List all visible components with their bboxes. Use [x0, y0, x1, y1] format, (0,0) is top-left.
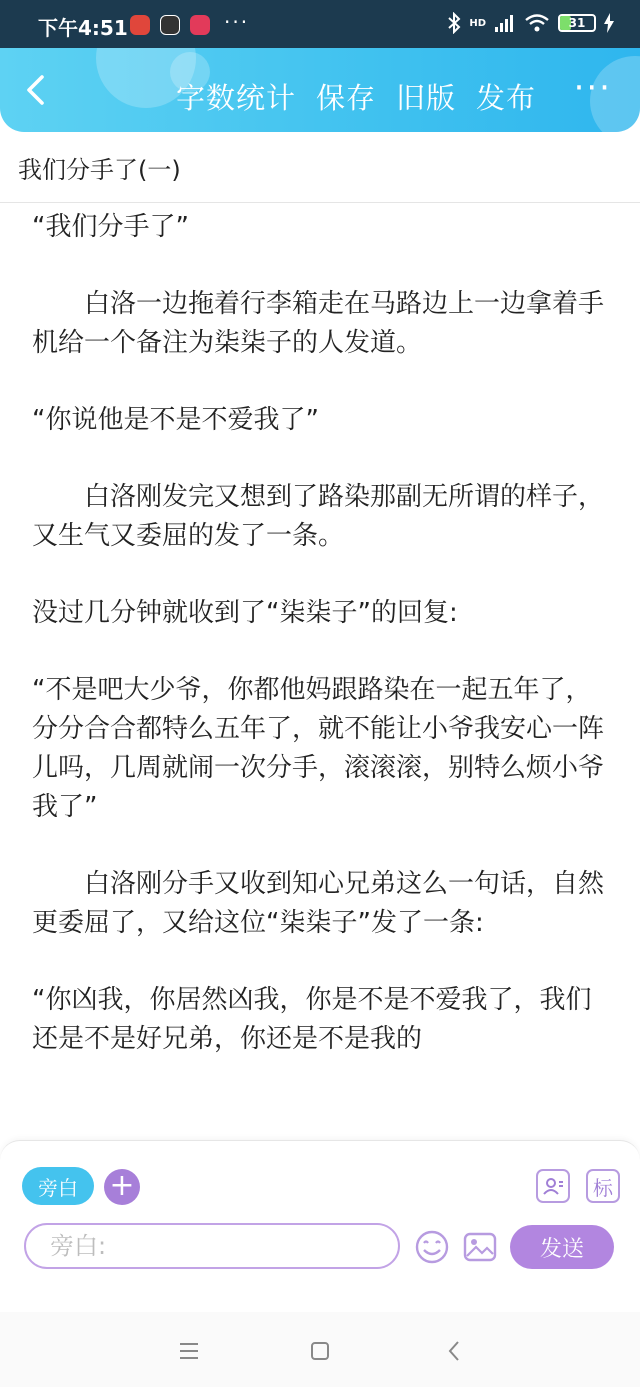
charging-icon [604, 13, 614, 33]
paragraph: “你凶我，你居然凶我，你是不是不爱我了，我们还是不是好兄弟，你还是不是我的 [32, 985, 592, 1054]
composer-panel [0, 1140, 640, 1313]
heart-app-icon [190, 15, 210, 35]
paragraph: “你说他是不是不爱我了” [32, 405, 319, 435]
paragraph: 白洛刚发完又想到了路染那副无所谓的样子，又生气又委屈的发了一条。 [32, 482, 605, 551]
tag-button[interactable] [586, 1169, 620, 1203]
more-notifications-icon: ··· [224, 10, 250, 34]
battery-level: 31 [568, 16, 586, 30]
status-time: 下午4:51 [38, 16, 128, 40]
netease-music-icon [130, 15, 150, 35]
battery-icon [558, 14, 596, 32]
send-button[interactable]: 发送 [510, 1225, 614, 1269]
back-nav-icon[interactable] [440, 1336, 470, 1366]
tag-label: 标 [593, 1175, 613, 1200]
status-bar [0, 0, 640, 48]
title-divider [0, 202, 640, 203]
bluetooth-icon [447, 12, 461, 34]
chapter-title[interactable]: 我们分手了(一) [18, 156, 181, 184]
network-type-label: HD [469, 17, 486, 29]
message-input[interactable] [24, 1223, 400, 1269]
system-nav-bar [0, 1312, 640, 1387]
save-button[interactable]: 保存 [315, 81, 376, 115]
paragraph: 没过几分钟就收到了“柒柒子”的回复: [32, 598, 458, 628]
home-icon[interactable] [305, 1336, 335, 1366]
publish-button[interactable]: 发布 [475, 81, 536, 115]
signal-icon [494, 13, 516, 33]
character-card-button[interactable] [536, 1169, 570, 1203]
menu-icon[interactable] [174, 1336, 204, 1366]
role-chip-narrator[interactable]: 旁白 [22, 1167, 94, 1205]
emoji-icon[interactable] [414, 1229, 450, 1265]
add-role-button[interactable]: + [104, 1169, 140, 1205]
status-indicators [447, 12, 614, 34]
back-button[interactable] [18, 70, 52, 110]
word-count-button[interactable]: 字数统计 [175, 81, 296, 115]
editor-header [0, 48, 640, 132]
paragraph: 白洛一边拖着行李箱走在马路边上一边拿着手机给一个备注为柒柒子的人发道。 [32, 289, 605, 358]
old-version-button[interactable]: 旧版 [395, 81, 456, 115]
story-content[interactable] [32, 208, 612, 1138]
image-icon[interactable] [462, 1229, 498, 1265]
header-actions [176, 76, 536, 117]
paragraph: “我们分手了” [32, 212, 189, 242]
chevron-left-icon [25, 74, 45, 106]
app-notification-icon [160, 15, 180, 35]
person-card-icon [541, 1174, 565, 1198]
wifi-icon [524, 13, 550, 33]
paragraph: 白洛刚分手又收到知心兄弟这么一句话，自然更委屈了，又给这位“柒柒子”发了一条: [32, 869, 605, 938]
paragraph: “不是吧大少爷，你都他妈跟路染在一起五年了，分分合合都特么五年了，就不能让小爷我安心一阵儿吗，几周就闹一次分手，滚滚滚，别特么烦小爷我了” [32, 675, 605, 822]
more-options-button[interactable]: ··· [573, 68, 612, 108]
